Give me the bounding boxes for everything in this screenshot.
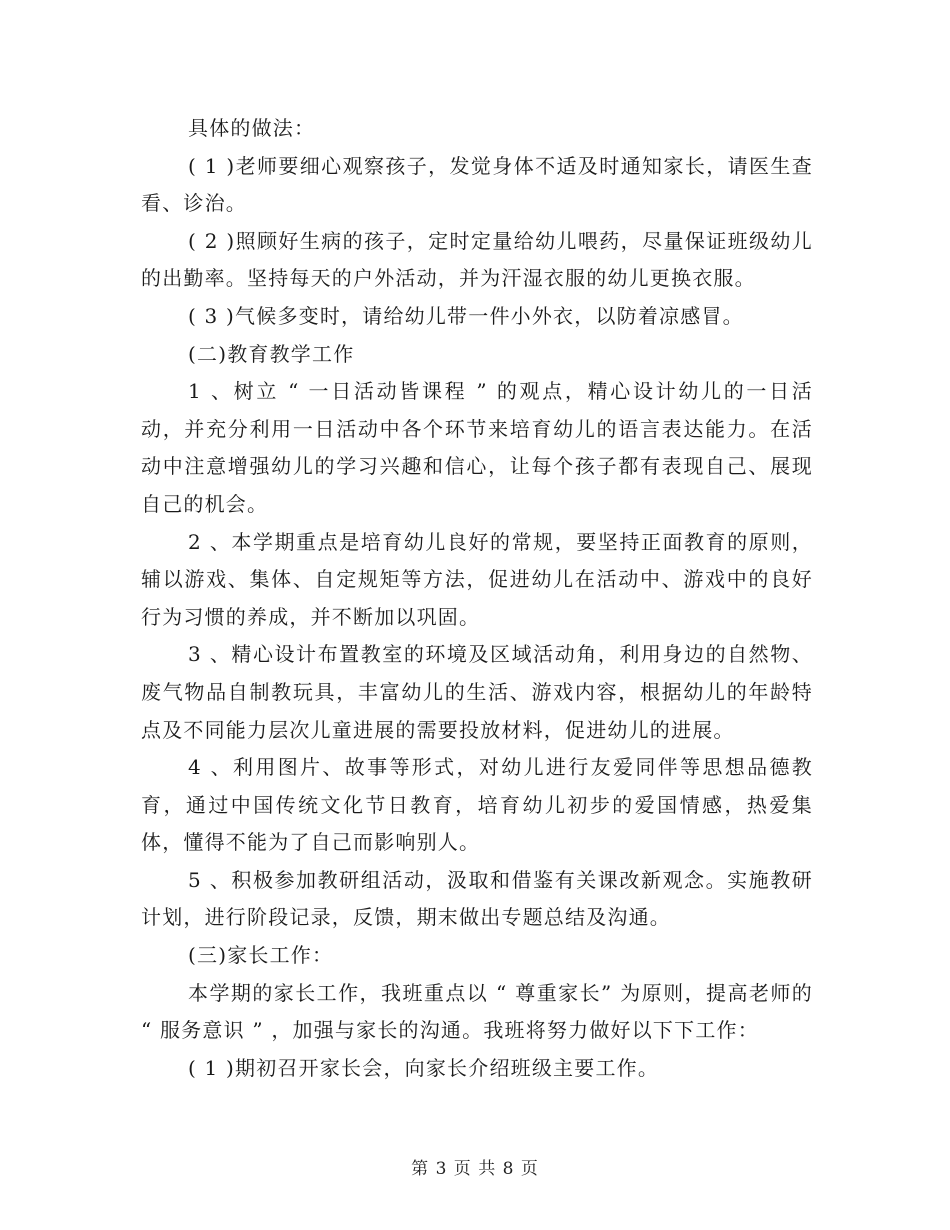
document-body — [141, 110, 813, 1087]
page-number-footer: 第 3 页 共 8 页 — [411, 1159, 539, 1179]
paragraph-teaching-3: 3 、精心设计布置教室的环境及区域活动角，利用身边的自然物、废气物品自制教玩具，丰富幼儿的生活、游戏内容，根据幼儿的年龄特点及不同能力层次儿童进展的需要投放材料，促进幼儿的进展。 — [141, 642, 813, 742]
section-heading-parents: (三)家长工作： — [188, 943, 334, 968]
paragraph-item-2: ( 2 )照顾好生病的孩子，定时定量给幼儿喂药，尽量保证班级幼儿的出勤率。坚持每天的户外活动，并为汗湿衣服的幼儿更换衣服。 — [141, 228, 813, 291]
paragraph-method-heading: 具体的做法： — [188, 116, 316, 140]
paragraph-teaching-2: 2 、本学期重点是培育幼儿良好的常规，要坚持正面教育的原则，辅以游戏、集体、自定规矩等方法，促进幼儿在活动中、游戏中的良好行为习惯的养成，并不断加以巩固。 — [141, 529, 813, 629]
paragraph-parents-intro: 本学期的家长工作，我班重点以 “ 尊重家长” 为原则，提高老师的 “ 服务意识 ” ，加强与家长的沟通。我班将努力做好以下下工作： — [141, 980, 813, 1043]
paragraph-item-1: ( 1 )老师要细心观察孩子，发觉身体不适及时通知家长，请医生查看、诊治。 — [141, 153, 813, 216]
section-heading-teaching: (二)教育教学工作 — [188, 341, 355, 366]
paragraph-teaching-1: 1 、树立 “ 一日活动皆课程 ” 的观点，精心设计幼儿的一日活动，并充分利用一日活动中各个环节来培育幼儿的语言表达能力。在活动中注意增强幼儿的学习兴趣和信心，让每个孩子都有表现自己、展现自己的机会。 — [141, 379, 813, 516]
paragraph-teaching-5: 5 、积极参加教研组活动，汲取和借鉴有关课改新观念。实施教研计划，进行阶段记录，反馈，期末做出专题总结及沟通。 — [141, 867, 813, 930]
paragraph-parents-item-1: ( 1 )期初召开家长会，向家长介绍班级主要工作。 — [188, 1055, 660, 1080]
paragraph-item-3: ( 3 )气候多变时，请给幼儿带一件小外衣，以防着凉感冒。 — [188, 303, 744, 328]
paragraph-teaching-4: 4 、利用图片、故事等形式，对幼儿进行友爱同伴等思想品德教育，通过中国传统文化节日教育，培育幼儿初步的爱国情感，热爱集体，懂得不能为了自己而影响别人。 — [141, 755, 813, 855]
